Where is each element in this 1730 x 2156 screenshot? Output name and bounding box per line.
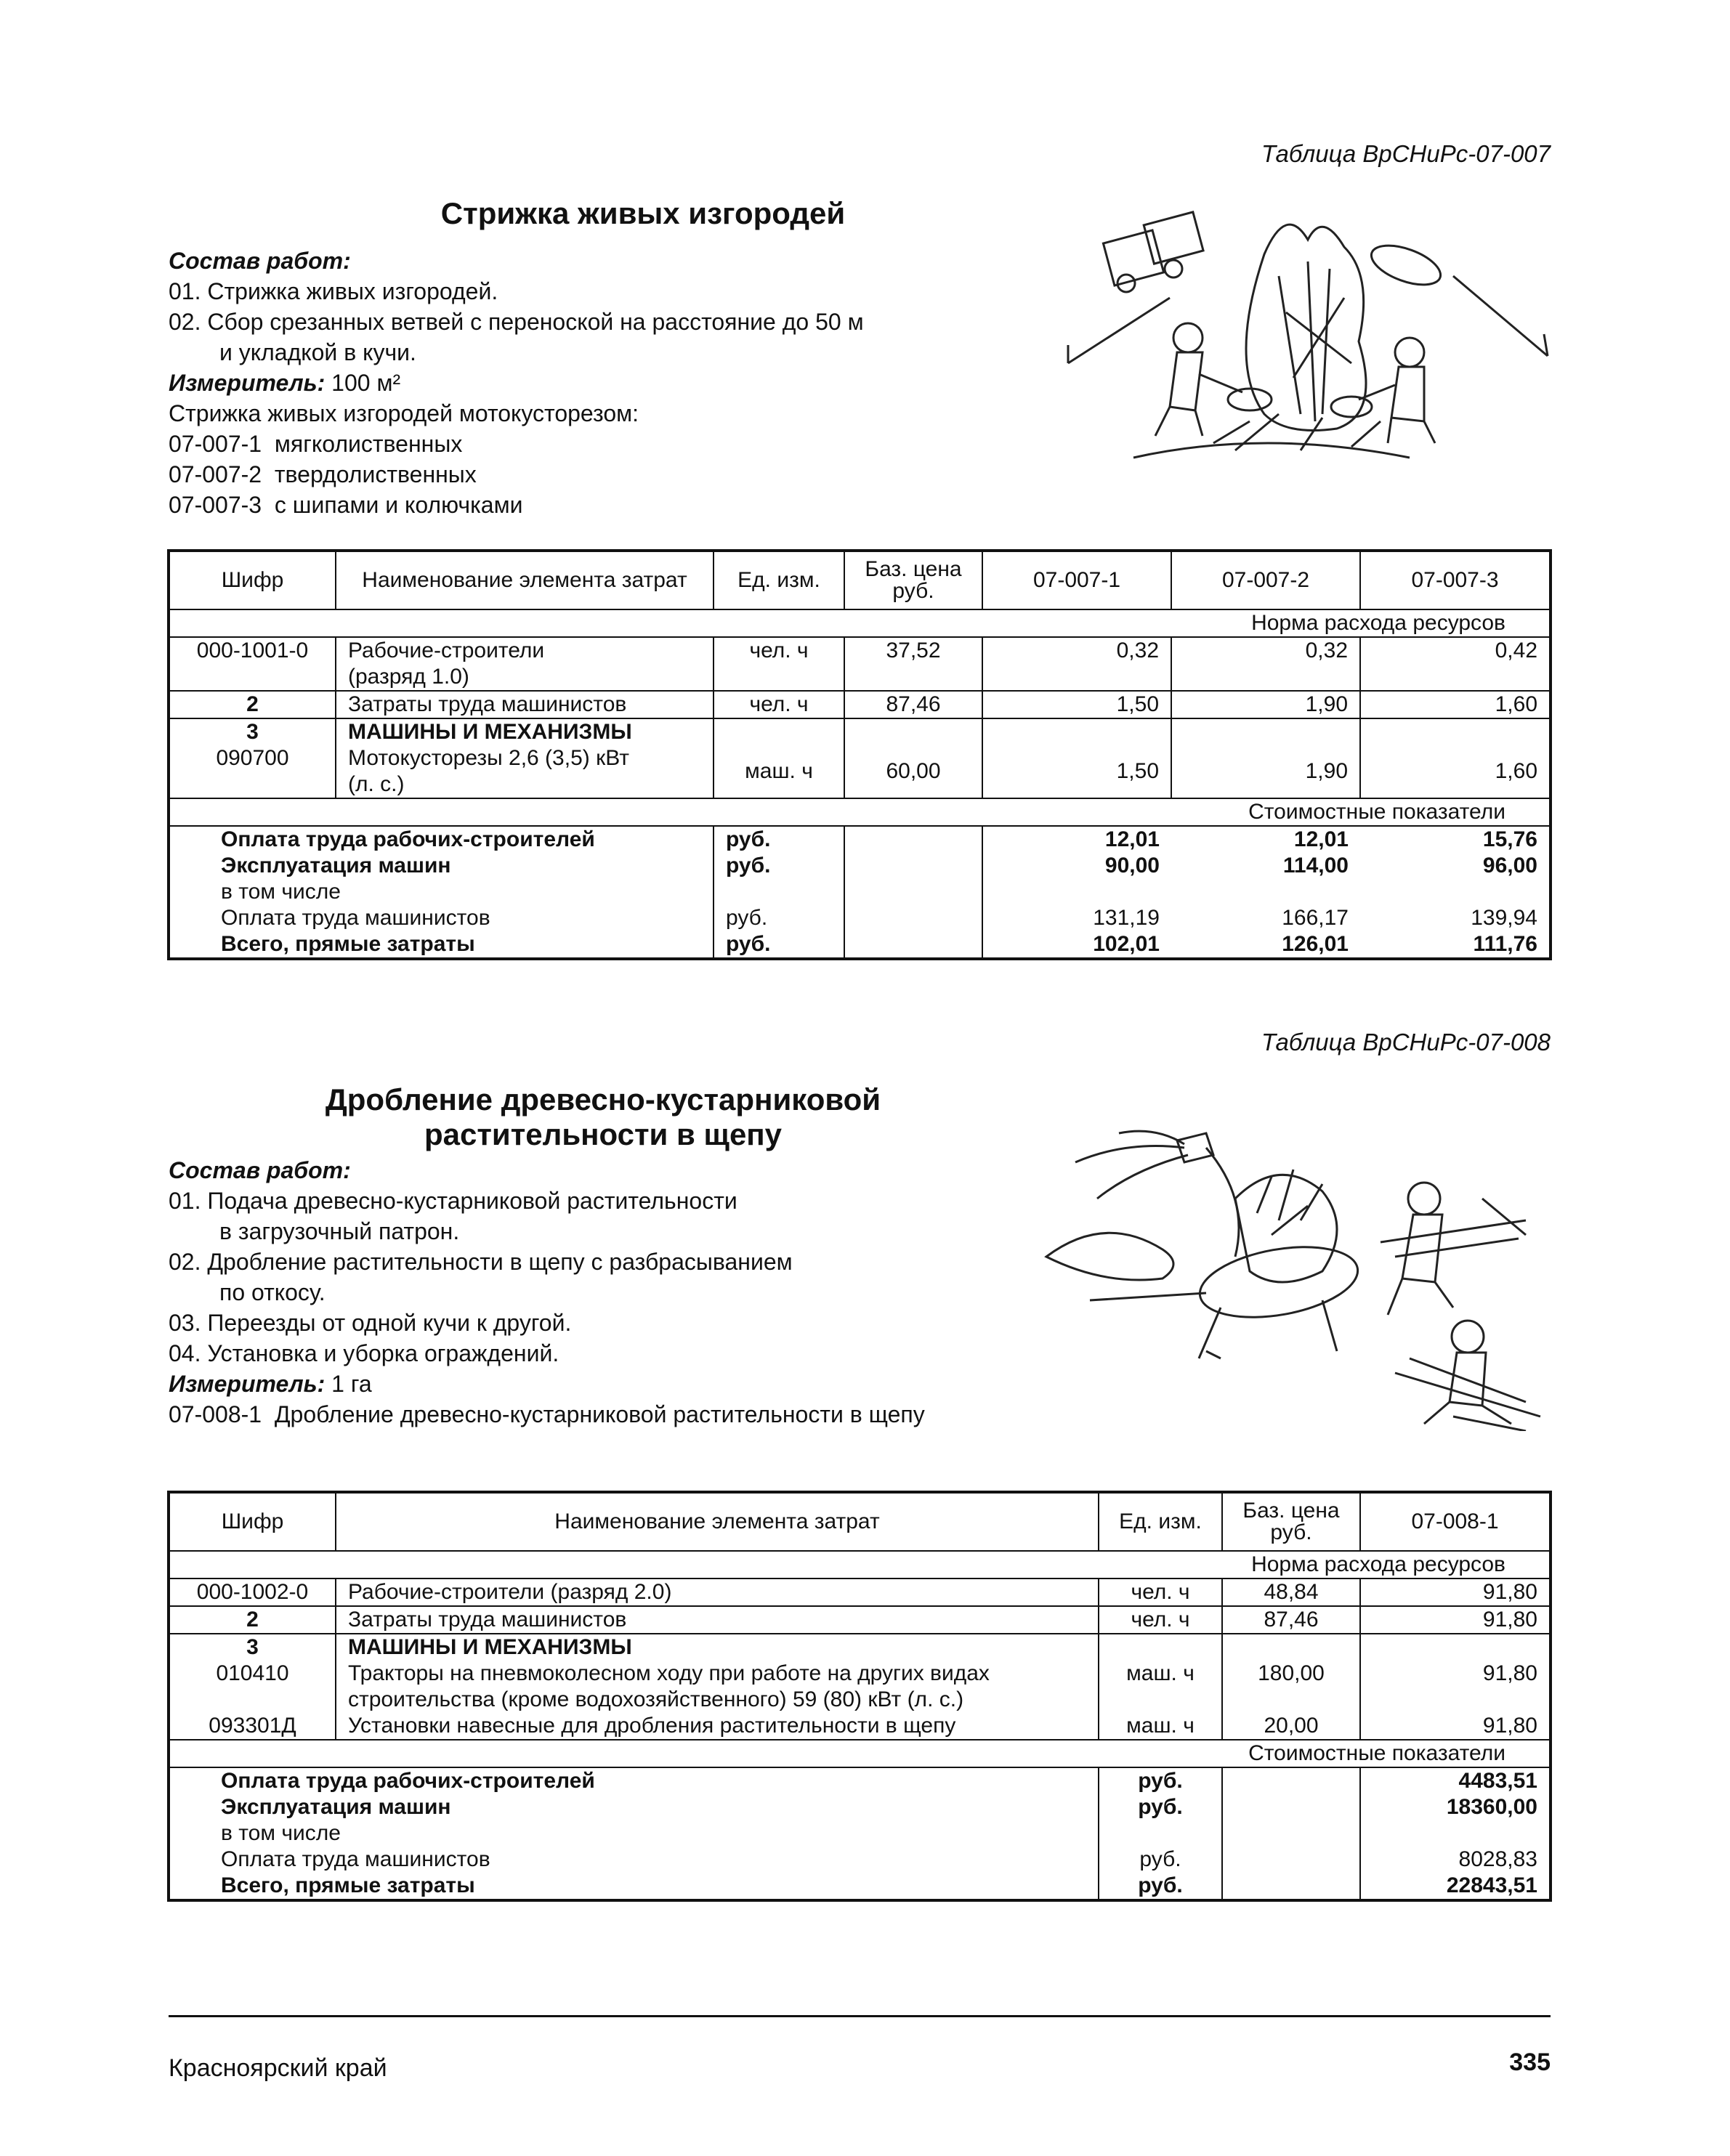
- work-item: в загрузочный патрон.: [219, 1218, 460, 1244]
- cost-label: Стоимостные показатели: [169, 1740, 1551, 1767]
- col-header: 07-008-1: [1360, 1492, 1551, 1551]
- cost-row: в том числе: [169, 879, 1551, 905]
- table-ref-1: Таблица ВрСНиРс-07-007: [1261, 140, 1551, 167]
- hedge-trimming-illustration: [1046, 196, 1555, 494]
- cost-row: Оплата труда машинистов руб. 8028,83: [221, 1847, 1537, 1871]
- table-row: 3 МАШИНЫ И МЕХАНИЗМЫ: [169, 718, 1551, 745]
- col-header: Баз. цена руб.: [844, 551, 982, 609]
- cost-row: Оплата труда рабочих-строителей руб. 4483,51: [221, 1769, 1537, 1793]
- table-row: 2 Затраты труда машинистов чел. ч 87,46 91,80: [169, 1606, 1551, 1634]
- variant-item: 07-007-3 с шипами и колючками: [169, 492, 523, 518]
- cost-row: Оплата труда рабочих-строителей руб. 12,01 12,01 15,76: [221, 827, 1537, 851]
- section-title-2: Дробление древесно-кустарниковой растительности в щепу: [325, 1082, 881, 1151]
- col-header: 07-007-3: [1360, 551, 1551, 609]
- table-row: 3 МАШИНЫ И МЕХАНИЗМЫ: [169, 1634, 1551, 1661]
- cost-row: Эксплуатация машин руб. 90,00 114,00 96,00: [221, 854, 1537, 878]
- norm-label: Норма расхода ресурсов: [169, 1551, 1551, 1578]
- col-header: Шифр: [169, 551, 336, 609]
- variants-intro: Стрижка живых изгородей мотокусторезом:: [169, 400, 639, 426]
- work-item: 04. Установка и уборка ограждений.: [169, 1340, 559, 1366]
- variant-item: 07-007-2 твердолиственных: [169, 461, 477, 487]
- resource-table-1: [167, 549, 1552, 960]
- col-header: Наименование элемента затрат: [336, 1492, 1099, 1551]
- work-block-1: [169, 246, 1040, 520]
- page-number: 335: [1509, 2048, 1551, 2076]
- table-row: 090700 Мотокусторезы 2,6 (3,5) кВт (л. с.) маш. ч 60,00 1,50 1,90 1,60: [169, 745, 1551, 798]
- table-row: 000-1002-0 Рабочие-строители (разряд 2.0) чел. ч 48,84 91,80: [169, 1578, 1551, 1606]
- table-row: 093301Д Установки навесные для дробления растительности в щепу маш. ч 20,00 91,80: [169, 1713, 1551, 1740]
- footer-region: Красноярский край: [169, 2054, 387, 2082]
- work-item: по откосу.: [219, 1279, 326, 1305]
- footer-rule: [169, 2015, 1551, 2017]
- work-item: 01. Подача древесно-кустарниковой растительности: [169, 1188, 737, 1214]
- resource-table-2: [167, 1491, 1552, 1902]
- table-ref-2: Таблица ВрСНиРс-07-008: [1261, 1029, 1551, 1055]
- cost-label: Стоимостные показатели: [169, 798, 1551, 826]
- col-header: Ед. изм.: [714, 551, 844, 609]
- work-item: 02. Сбор срезанных ветвей с переноской на расстояние до 50 м: [169, 309, 864, 335]
- col-header: Наименование элемента затрат: [336, 551, 714, 609]
- cost-row: Эксплуатация машин руб. 18360,00: [221, 1795, 1537, 1819]
- table-row: 000-1001-0 Рабочие-строители (разряд 1.0) чел. ч 37,52 0,32 0,32 0,42: [169, 637, 1551, 691]
- col-header: Баз. цена руб.: [1222, 1492, 1360, 1551]
- meter-label: Измеритель:: [169, 1371, 326, 1397]
- work-item: 01. Стрижка живых изгородей.: [169, 278, 498, 304]
- table-row: 010410 Тракторы на пневмоколесном ходу при работе на других видах строительства (кроме водохозяйственного) 59 (80) кВт (л. с.) маш. ч 180,00 91,80: [169, 1661, 1551, 1713]
- col-header: 07-007-1: [982, 551, 1171, 609]
- work-label: Состав работ:: [169, 248, 351, 274]
- norm-label: Норма расхода ресурсов: [169, 609, 1551, 637]
- work-item: 03. Переезды от одной кучи к другой.: [169, 1310, 572, 1336]
- col-header: Шифр: [169, 1492, 336, 1551]
- meter-value: 1 га: [331, 1371, 372, 1397]
- cost-row: Оплата труда машинистов руб. 131,19 166,17 139,94: [221, 906, 1537, 930]
- work-label: Состав работ:: [169, 1157, 351, 1183]
- meter-value: 100 м²: [331, 370, 401, 396]
- cost-row: Всего, прямые затраты руб. 102,01 126,01 111,76: [169, 931, 1551, 959]
- work-item: и укладкой в кучи.: [219, 339, 416, 365]
- work-block-2: [169, 1155, 1113, 1430]
- col-header: Ед. изм.: [1099, 1492, 1222, 1551]
- work-item: 02. Дробление растительности в щепу с разбрасыванием: [169, 1249, 793, 1275]
- cost-row: Всего, прямые затраты руб. 22843,51: [169, 1873, 1551, 1900]
- meter-label: Измеритель:: [169, 370, 326, 396]
- cost-row: в том числе: [169, 1820, 1551, 1847]
- variant-item: 07-007-1 мягколиственных: [169, 431, 463, 457]
- wood-chipping-illustration: [1017, 1111, 1555, 1431]
- table-row: 2 Затраты труда машинистов чел. ч 87,46 1,50 1,90 1,60: [169, 691, 1551, 718]
- variant-item: 07-008-1 Дробление древесно-кустарниковой растительности в щепу: [169, 1401, 925, 1427]
- section-title-1: Стрижка живых изгородей: [440, 196, 846, 230]
- col-header: 07-007-2: [1171, 551, 1360, 609]
